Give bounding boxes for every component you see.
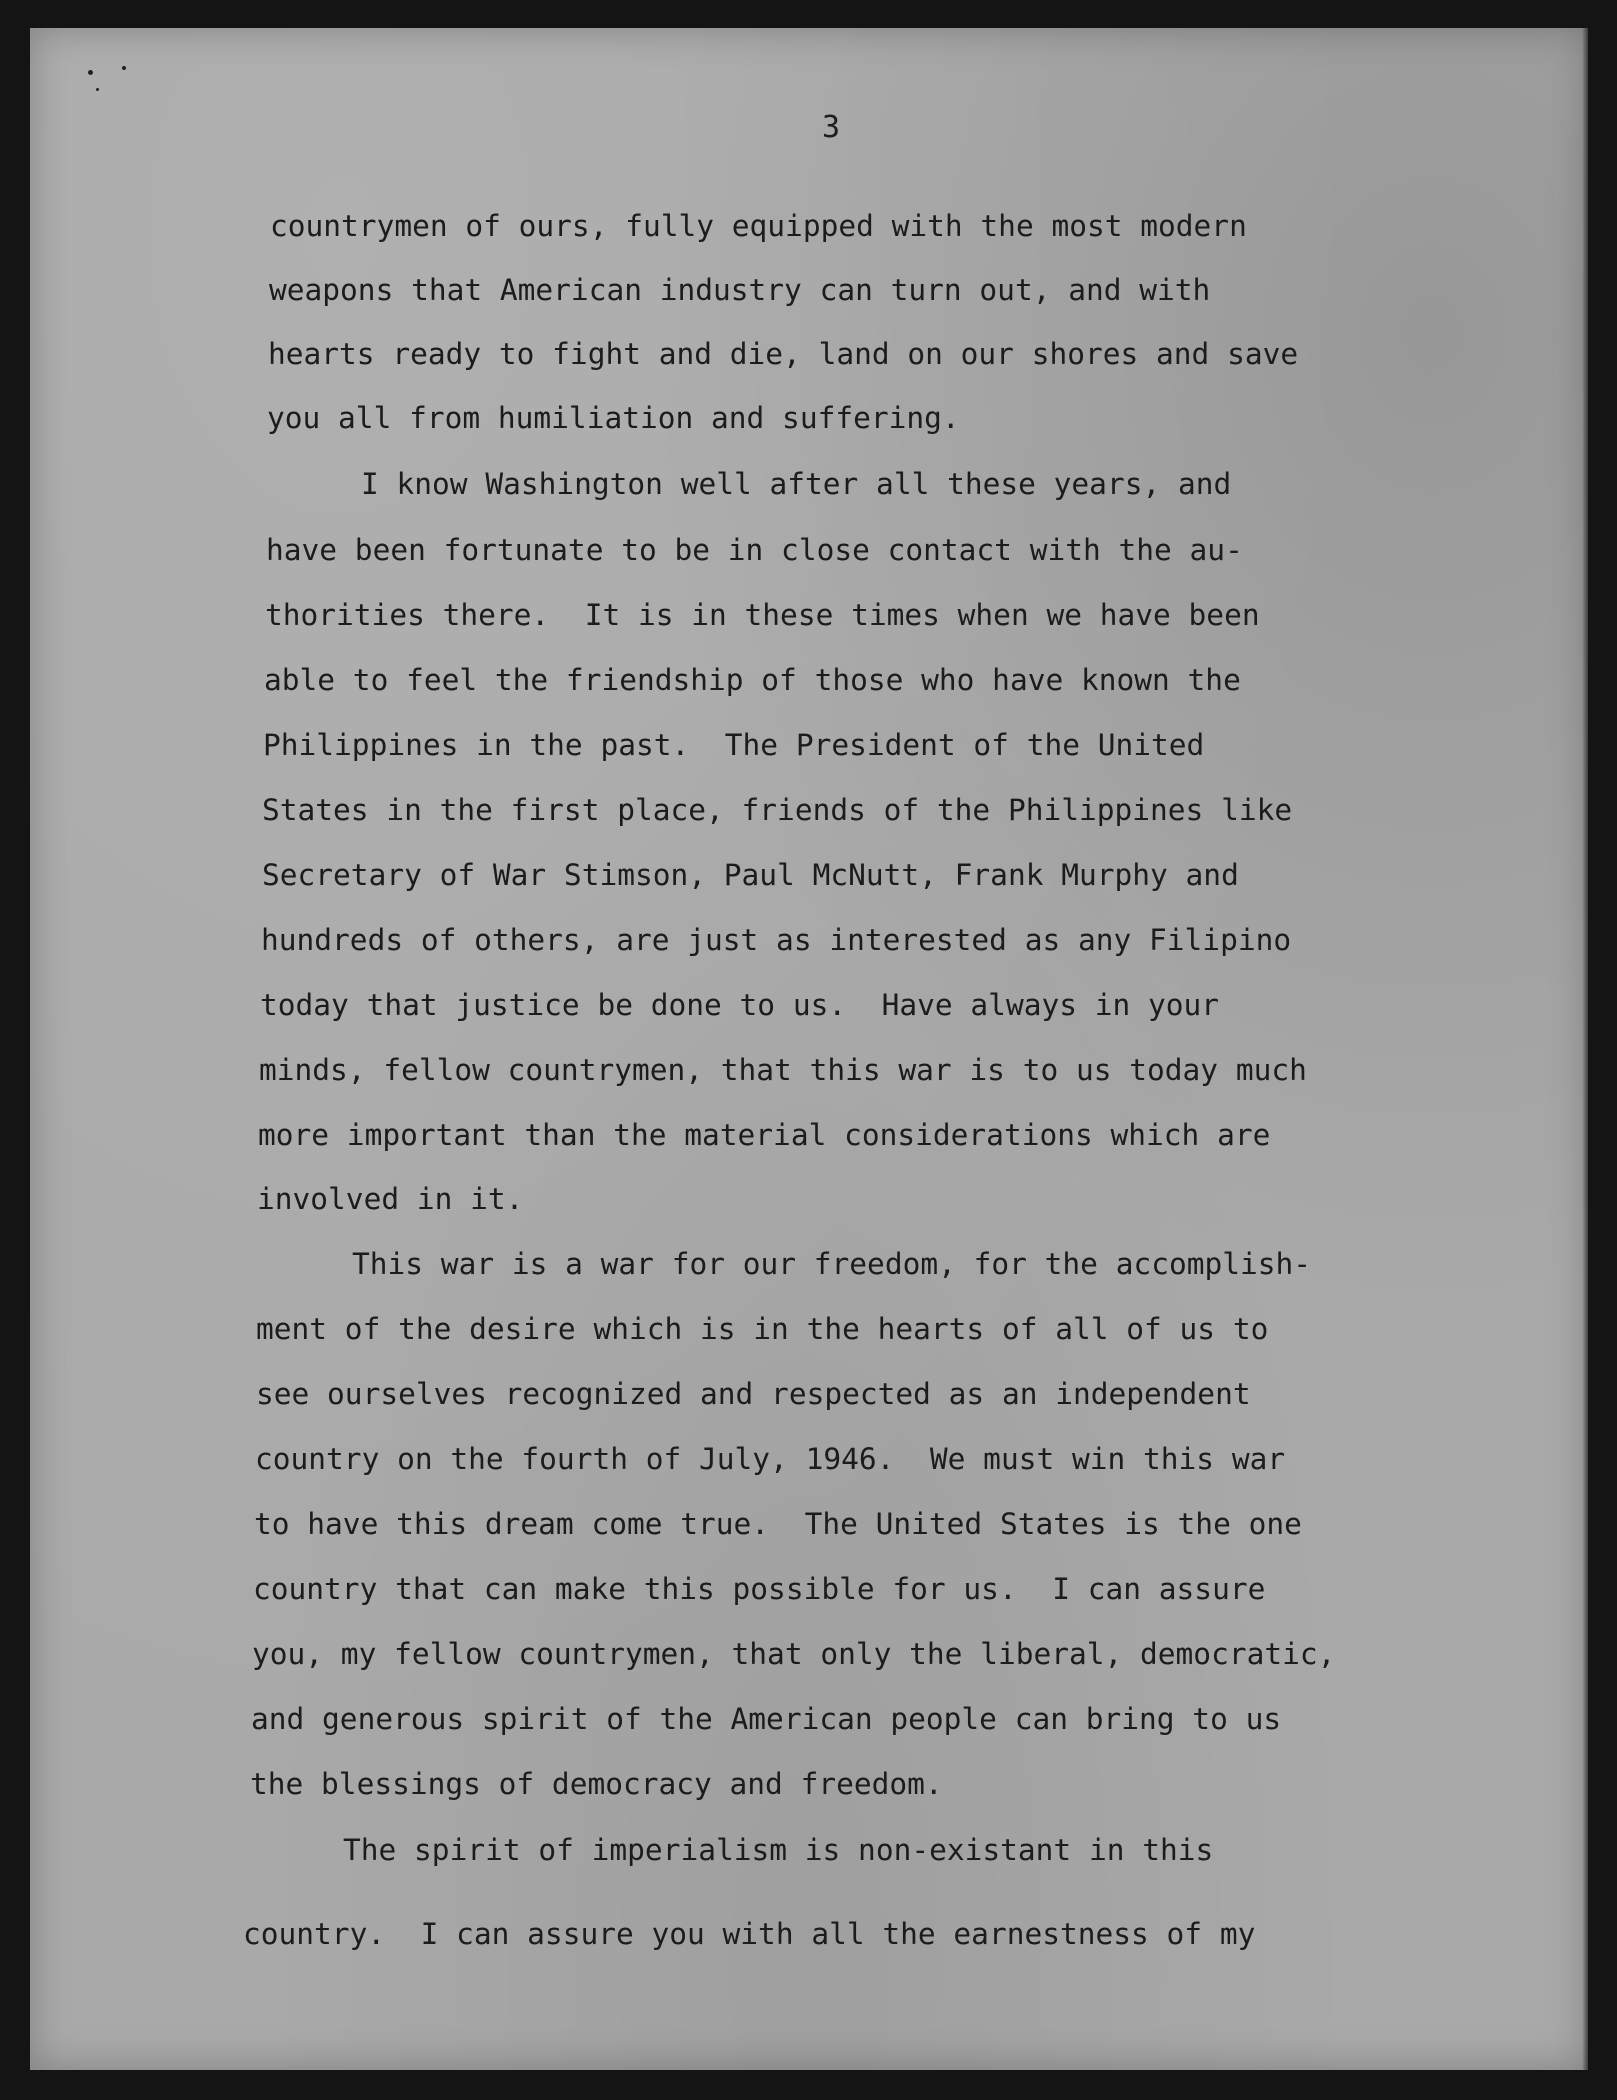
text-line: you all from humiliation and suffering. bbox=[267, 401, 960, 435]
text-line: ment of the desire which is in the hearts of all of us to bbox=[256, 1312, 1269, 1346]
typed-page bbox=[30, 28, 1588, 2070]
text-line: have been fortunate to be in close contact with the au- bbox=[266, 533, 1243, 567]
text-line: more important than the material considerations which are bbox=[258, 1118, 1271, 1152]
text-line: States in the first place, friends of the Philippines like bbox=[262, 793, 1293, 827]
text-line: countrymen of ours, fully equipped with the most modern bbox=[270, 209, 1247, 243]
text-line: country on the fourth of July, 1946. We must win this war bbox=[255, 1442, 1286, 1476]
text-line: country that can make this possible for us. I can assure bbox=[253, 1572, 1266, 1606]
text-line: Secretary of War Stimson, Paul McNutt, Frank Murphy and bbox=[262, 858, 1239, 892]
paragraph-start-line: This war is a war for our freedom, for the accomplish- bbox=[352, 1247, 1312, 1281]
text-line: hearts ready to fight and die, land on our shores and save bbox=[268, 337, 1299, 371]
text-line: you, my fellow countrymen, that only the liberal, democratic, bbox=[252, 1637, 1336, 1671]
letter-body bbox=[30, 28, 1588, 2070]
text-line: to have this dream come true. The United States is the one bbox=[254, 1507, 1302, 1541]
text-line: thorities there. It is in these times when we have been bbox=[265, 598, 1260, 632]
paragraph-start-line: I know Washington well after all these years, and bbox=[361, 467, 1232, 501]
text-line: the blessings of democracy and freedom. bbox=[250, 1767, 943, 1801]
paragraph-start-line: The spirit of imperialism is non-existant in this bbox=[343, 1833, 1214, 1867]
text-line: country. I can assure you with all the earnestness of my bbox=[243, 1917, 1256, 1951]
text-line: Philippines in the past. The President of the United bbox=[263, 728, 1205, 762]
text-line: involved in it. bbox=[257, 1182, 524, 1216]
page-number: 3 bbox=[822, 110, 841, 145]
text-line: weapons that American industry can turn out, and with bbox=[269, 273, 1211, 307]
text-line: hundreds of others, are just as interested as any Filipino bbox=[261, 923, 1292, 957]
text-line: able to feel the friendship of those who have known the bbox=[264, 663, 1241, 697]
text-line: today that justice be done to us. Have always in your bbox=[260, 988, 1220, 1022]
text-line: minds, fellow countrymen, that this war is to us today much bbox=[259, 1053, 1307, 1087]
text-line: see ourselves recognized and respected as an independent bbox=[256, 1377, 1251, 1411]
text-line: and generous spirit of the American people can bring to us bbox=[251, 1702, 1282, 1736]
